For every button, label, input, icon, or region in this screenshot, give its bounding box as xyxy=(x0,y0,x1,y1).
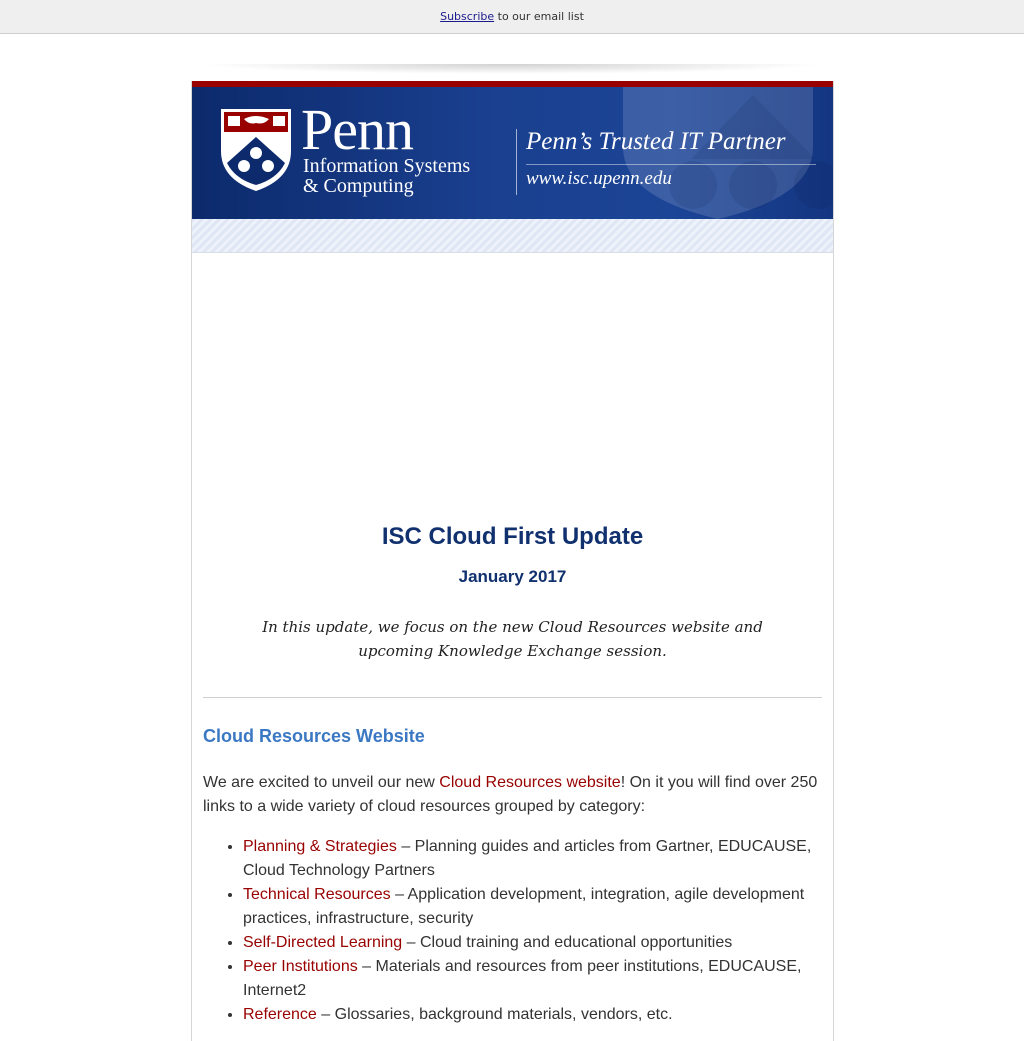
isc-name-line1: Information Systems xyxy=(303,155,471,177)
subscribe-link[interactable]: Subscribe xyxy=(440,10,495,23)
header-shadow xyxy=(200,64,824,74)
banner-divider xyxy=(516,129,517,195)
planning-strategies-link[interactable]: Planning & Strategies xyxy=(243,838,397,855)
banner-tagline: Penn’s Trusted IT Partner xyxy=(526,128,786,155)
subscribe-suffix: to our email list xyxy=(494,10,584,23)
reference-link[interactable]: Reference xyxy=(243,1006,317,1023)
list-item xyxy=(243,931,815,955)
peer-institutions-link[interactable]: Peer Institutions xyxy=(243,958,358,975)
banner-url: www.isc.upenn.edu xyxy=(526,168,672,189)
section-heading: Cloud Resources Website xyxy=(203,726,425,746)
list-item-description: – Glossaries, background materials, vendors, etc. xyxy=(316,1006,673,1023)
tagline-rule xyxy=(526,164,816,165)
penn-shield-logo xyxy=(219,107,293,193)
paragraph-text-start: We are excited to unveil our new xyxy=(203,774,440,791)
isc-banner xyxy=(192,81,833,219)
list-item xyxy=(243,883,815,931)
email-body xyxy=(191,81,834,1041)
section-divider xyxy=(203,697,822,698)
list-item-description: – Planning guides and articles from Gartner, EDUCAUSE, Cloud Technology Partners xyxy=(243,838,812,879)
penn-wordmark: Penn xyxy=(301,97,413,162)
paragraph-text-end: ! On it you will find over 250 links to a wide variety of cloud resources grouped by category: xyxy=(203,774,818,815)
newsletter-title: ISC Cloud First Update xyxy=(381,523,644,550)
technical-resources-link[interactable]: Technical Resources xyxy=(243,886,391,903)
section-paragraph xyxy=(203,771,823,819)
list-item-description: – Materials and resources from peer institutions, EDUCAUSE, Internet2 xyxy=(243,958,802,999)
subscribe-bar xyxy=(0,0,1024,34)
intro-text: In this update, we focus on the new Cloud Resources website and upcoming Knowledge Exchange session. xyxy=(262,618,763,660)
cloud-resources-link[interactable]: Cloud Resources website xyxy=(439,774,621,791)
list-item xyxy=(243,1003,815,1027)
newsletter-date: January 2017 xyxy=(458,567,567,586)
list-item xyxy=(243,835,815,883)
isc-name-line2: & Computing xyxy=(303,175,414,197)
list-item-description: – Cloud training and educational opportunities xyxy=(402,934,733,951)
list-item xyxy=(243,955,815,1003)
self-directed-learning-link[interactable]: Self-Directed Learning xyxy=(243,934,403,951)
list-item-description: – Application development, integration, agile development practices, infrastructure, security xyxy=(243,886,805,927)
banner-stripe xyxy=(192,219,833,253)
resource-category-list xyxy=(203,835,815,1027)
